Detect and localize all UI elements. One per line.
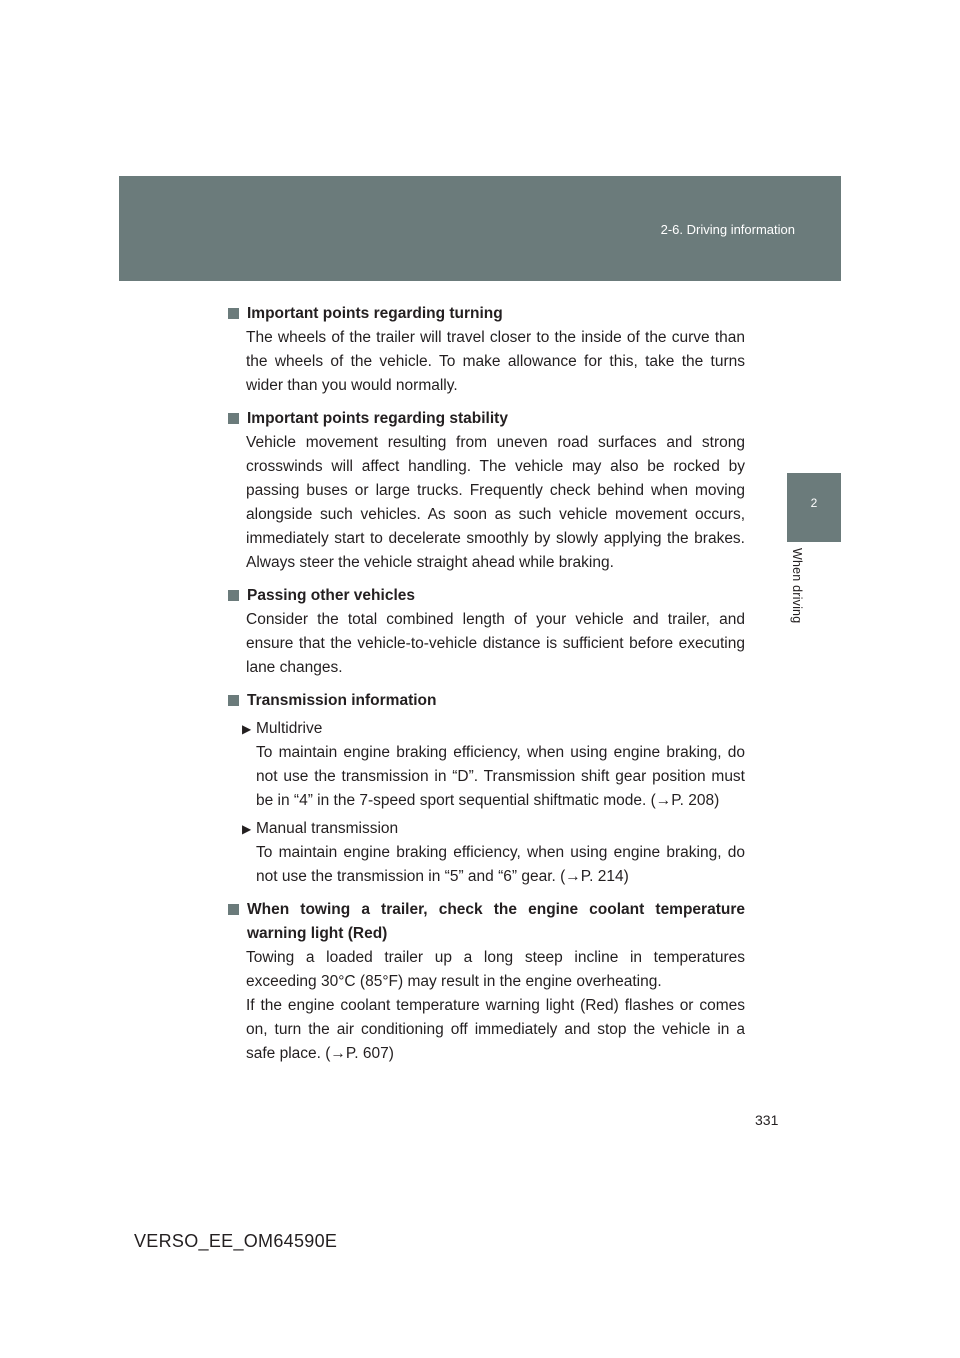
subitem-manual-transmission	[228, 817, 745, 889]
section-paragraph: If the engine coolant temperature warning light (Red) flashes or comes on, turn the air conditioning off immediately and stop the vehicle in a safe place. (→P. 607)	[246, 997, 745, 1062]
square-bullet-icon	[228, 590, 239, 601]
section-paragraph: The wheels of the trailer will travel closer to the inside of the curve than the wheels of the vehicle. To make allowance for this, take the turns wider than you would normally.	[246, 329, 745, 394]
section-transmission	[228, 689, 745, 889]
subitem-title: ▶ Multidrive	[256, 717, 745, 741]
section-heading: When towing a trailer, check the engine coolant temperature warning light (Red)	[228, 898, 745, 946]
section-turning	[228, 302, 745, 398]
section-heading: Important points regarding stability	[228, 407, 745, 431]
chapter-label-text: When driving	[790, 548, 804, 624]
triangle-right-icon: ▶	[242, 822, 252, 836]
square-bullet-icon	[228, 695, 239, 706]
section-title: 2-6. Driving information	[660, 222, 795, 237]
subitem-title: ▶ Manual transmission	[256, 817, 745, 841]
section-coolant-warning	[228, 898, 745, 1066]
square-bullet-icon	[228, 904, 239, 915]
page-header	[119, 176, 841, 281]
section-heading: Important points regarding turning	[228, 302, 745, 326]
subitem-text: To maintain engine braking efficiency, when using engine braking, do not use the transmission in “5” and “6” gear. (→P. 214)	[256, 844, 745, 885]
section-stability	[228, 407, 745, 575]
page-number: 331	[755, 1112, 779, 1128]
section-paragraph: Towing a loaded trailer up a long steep incline in temperatures exceeding 30°C (85°F) may result in the engine overheating.	[246, 949, 745, 990]
chapter-number: 2	[810, 496, 818, 510]
square-bullet-icon	[228, 308, 239, 319]
section-heading: Transmission information	[228, 689, 745, 713]
section-heading: Passing other vehicles	[228, 584, 745, 608]
section-paragraph: Consider the total combined length of your vehicle and trailer, and ensure that the vehicle-to-vehicle distance is sufficient before executing lane changes.	[246, 611, 745, 676]
subitem-text: To maintain engine braking efficiency, when using engine braking, do not use the transmission in “D”. Transmission shift gear position must be in “4” in the 7-speed sport sequential shiftmatic mode. (→P. 208)	[256, 744, 745, 809]
triangle-right-icon: ▶	[242, 722, 252, 736]
document-code: VERSO_EE_OM64590E	[134, 1231, 338, 1251]
chapter-label	[790, 548, 810, 648]
main-content	[228, 302, 745, 1075]
chapter-tab	[787, 473, 841, 542]
square-bullet-icon	[228, 413, 239, 424]
section-paragraph: Vehicle movement resulting from uneven road surfaces and strong crosswinds will affect handling. The vehicle may also be rocked by passing buses or large trucks. Frequently check behind when moving alongside such vehicles. As soon as such vehicle movement occurs, immediately start to decelerate smoothly by slowly applying the brakes. Always steer the vehicle straight ahead while braking.	[246, 434, 745, 571]
section-passing	[228, 584, 745, 680]
subitem-multidrive	[228, 717, 745, 813]
